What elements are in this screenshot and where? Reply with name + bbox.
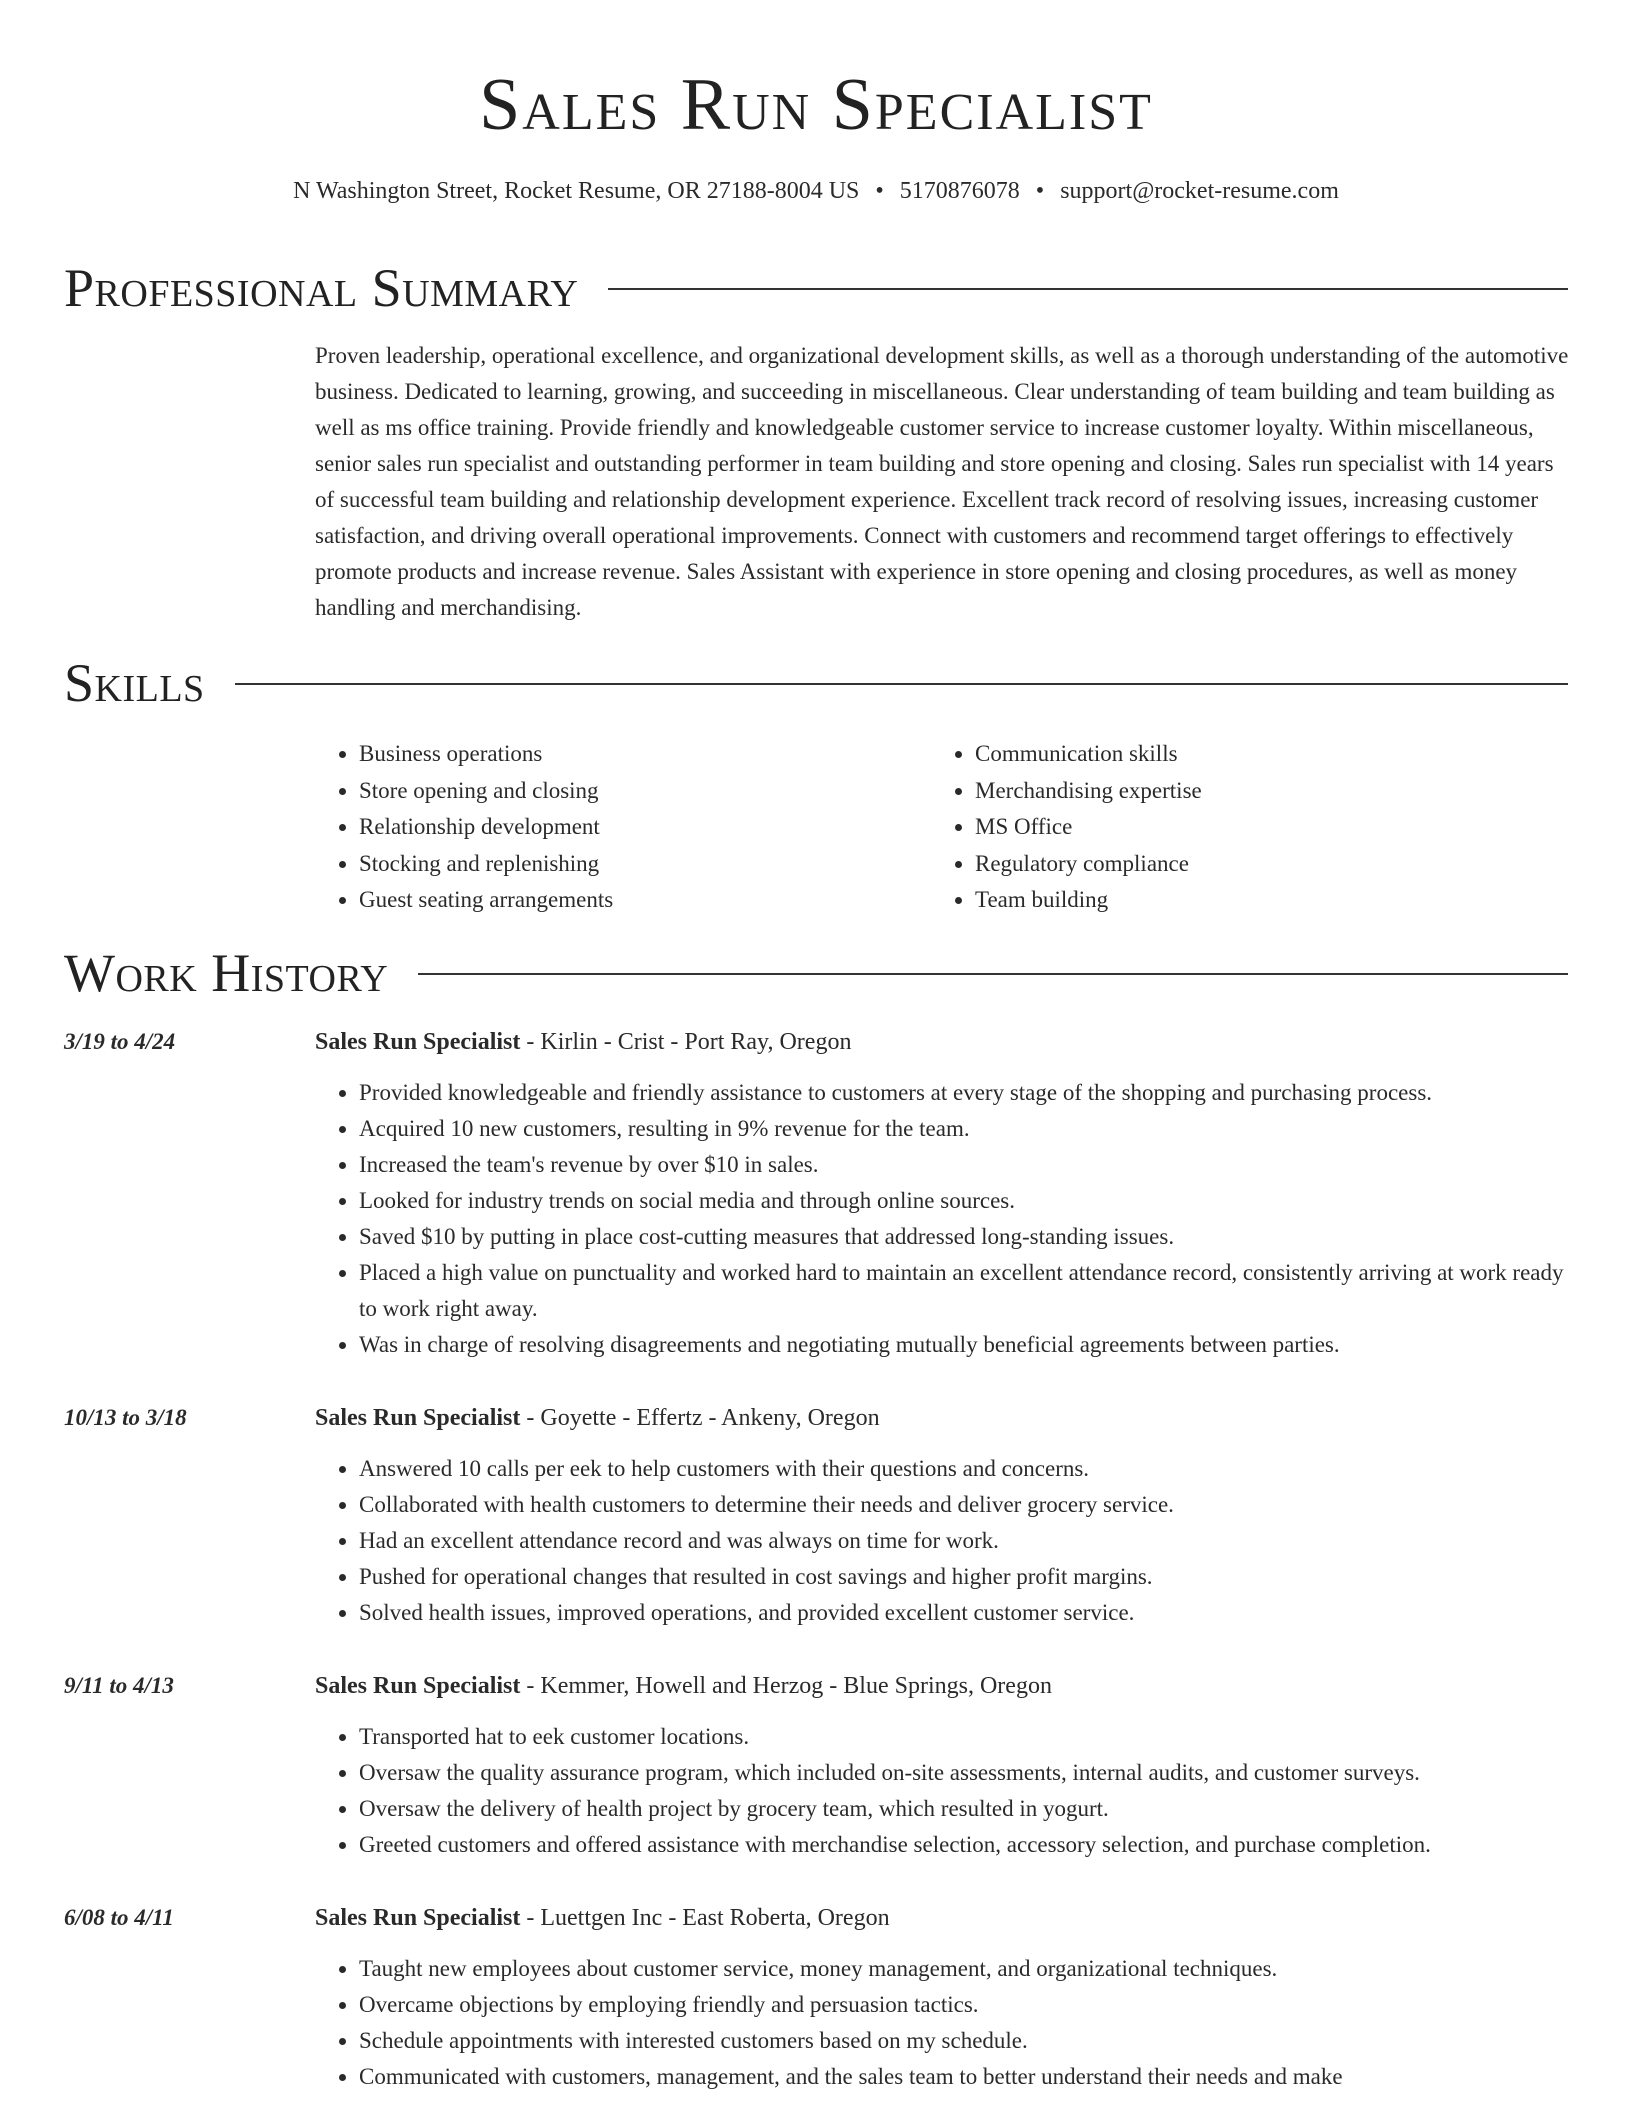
job-dates: 10/13 to 3/18 bbox=[64, 1405, 187, 1430]
job-title: Sales Run Specialist bbox=[315, 1673, 521, 1699]
job-title-line bbox=[315, 1024, 851, 1060]
job-title: Sales Run Specialist bbox=[315, 1905, 521, 1931]
duty-item: • Communicated with customers, management, and the sales team to better understand their needs and make bbox=[359, 2059, 1568, 2095]
contact-separator: • bbox=[875, 178, 884, 204]
duty-item: • Oversaw the delivery of health project by grocery team, which resulted in yogurt. bbox=[359, 1791, 1568, 1827]
skill-item: • Guest seating arrangements bbox=[359, 882, 931, 919]
duty-item: • Pushed for operational changes that resulted in cost savings and higher profit margins. bbox=[359, 1559, 1568, 1595]
skills-section-header bbox=[64, 650, 1568, 716]
skill-item: • Merchandising expertise bbox=[975, 773, 1547, 810]
section-divider bbox=[235, 683, 1568, 685]
duty-item: • Taught new employees about customer service, money management, and organizational techniques. bbox=[359, 1951, 1568, 1987]
skill-item: • Store opening and closing bbox=[359, 773, 931, 810]
duty-item: • Overcame objections by employing friendly and persuasion tactics. bbox=[359, 1987, 1568, 2023]
duty-item: • Provided knowledgeable and friendly assistance to customers at every stage of the shopping and purchasing process. bbox=[359, 1075, 1568, 1111]
duty-item: • Transported hat to eek customer locations. bbox=[359, 1719, 1568, 1755]
section-title-skills: Skills bbox=[64, 653, 205, 713]
phone: 5170876078 bbox=[899, 178, 1020, 204]
work-section-header bbox=[64, 940, 1568, 1006]
job-title: Sales Run Specialist bbox=[315, 1405, 521, 1431]
skills-list bbox=[315, 736, 1570, 919]
address: N Washington Street, Rocket Resume, OR 27188-8004 US bbox=[293, 178, 860, 204]
job-dates: 9/11 to 4/13 bbox=[64, 1673, 174, 1698]
duty-item: • Looked for industry trends on social media and through online sources. bbox=[359, 1183, 1568, 1219]
job-dates: 3/19 to 4/24 bbox=[64, 1029, 176, 1054]
job-company: - Kemmer, Howell and Herzog - Blue Springs, Oregon bbox=[520, 1673, 1052, 1699]
section-divider bbox=[418, 973, 1568, 975]
candidate-name: Sales Run Specialist bbox=[479, 64, 1153, 146]
duty-item: • Was in charge of resolving disagreements and negotiating mutually beneficial agreements between parties. bbox=[359, 1327, 1568, 1363]
contact-separator: • bbox=[1035, 178, 1045, 204]
skill-item: • Team building bbox=[975, 882, 1547, 919]
job-dates: 6/08 to 4/11 bbox=[64, 1905, 174, 1930]
duty-item: • Solved health issues, improved operations, and provided excellent customer service. bbox=[359, 1595, 1568, 1631]
duty-item: • Collaborated with health customers to determine their needs and deliver grocery service. bbox=[359, 1487, 1568, 1523]
skills-column-left bbox=[315, 736, 931, 919]
skills-column-right bbox=[931, 736, 1547, 919]
section-title-work-history: Work History bbox=[64, 943, 389, 1003]
job-duties bbox=[315, 1075, 1568, 1363]
skill-item: • Business operations bbox=[359, 736, 931, 773]
job-title-line bbox=[315, 1400, 880, 1436]
duty-item: • Schedule appointments with interested customers based on my schedule. bbox=[359, 2023, 1568, 2059]
contact-line bbox=[0, 176, 1632, 206]
job-duties bbox=[315, 1951, 1568, 2095]
summary-text: Proven leadership, operational excellence, and organizational development skills, as well as a thorough understanding of the automotive business. Dedicated to learning, growing, and succeeding in miscellaneous. Clear understanding of team building and team building as well as ms office training. Provide friendly and knowledgeable customer service to increase customer loyalty. Within miscellaneous, senior sales run specialist and outstanding performer in team building and store opening and closing. Sales run specialist with 14 years of successful team building and relationship development experience. Excellent track record of resolving issues, increasing customer satisfaction, and driving overall operational improvements. Connect with customers and recommend target offerings to effectively promote products and increase revenue. Sales Assistant with experience in store opening and closing procedures, as well as money handling and merchandising. bbox=[315, 343, 1569, 620]
skill-item: • MS Office bbox=[975, 809, 1547, 846]
duty-item: • Increased the team's revenue by over $10 in sales. bbox=[359, 1147, 1568, 1183]
job-title: Sales Run Specialist bbox=[315, 1029, 521, 1055]
job-title-line bbox=[315, 1668, 1052, 1704]
skill-item: • Relationship development bbox=[359, 809, 931, 846]
duty-item: • Acquired 10 new customers, resulting in 9% revenue for the team. bbox=[359, 1111, 1568, 1147]
duty-item: • Placed a high value on punctuality and worked hard to maintain an excellent attendance record, consistently arriving at work ready to work right away. bbox=[359, 1255, 1568, 1327]
duty-item: • Saved $10 by putting in place cost-cutting measures that addressed long-standing issues. bbox=[359, 1219, 1568, 1255]
section-title-summary: Professional Summary bbox=[64, 258, 579, 318]
job-company: - Luettgen Inc - East Roberta, Oregon bbox=[520, 1905, 890, 1931]
duty-item: • Greeted customers and offered assistance with merchandise selection, accessory selection, and purchase completion. bbox=[359, 1827, 1568, 1863]
duty-item: • Answered 10 calls per eek to help customers with their questions and concerns. bbox=[359, 1451, 1568, 1487]
section-divider bbox=[608, 288, 1568, 290]
duty-item: • Had an excellent attendance record and was always on time for work. bbox=[359, 1523, 1568, 1559]
skill-item: • Communication skills bbox=[975, 736, 1547, 773]
job-title-line bbox=[315, 1900, 890, 1936]
email: support@rocket-resume.com bbox=[1060, 178, 1339, 204]
duty-item: • Oversaw the quality assurance program, which included on-site assessments, internal audits, and customer surveys. bbox=[359, 1755, 1568, 1791]
job-company: - Goyette - Effertz - Ankeny, Oregon bbox=[520, 1405, 880, 1431]
skill-item: • Regulatory compliance bbox=[975, 846, 1547, 883]
skill-item: • Stocking and replenishing bbox=[359, 846, 931, 883]
job-company: - Kirlin - Crist - Port Ray, Oregon bbox=[520, 1029, 852, 1055]
job-duties bbox=[315, 1451, 1568, 1631]
summary-section-header bbox=[64, 255, 1568, 321]
job-duties bbox=[315, 1719, 1568, 1863]
